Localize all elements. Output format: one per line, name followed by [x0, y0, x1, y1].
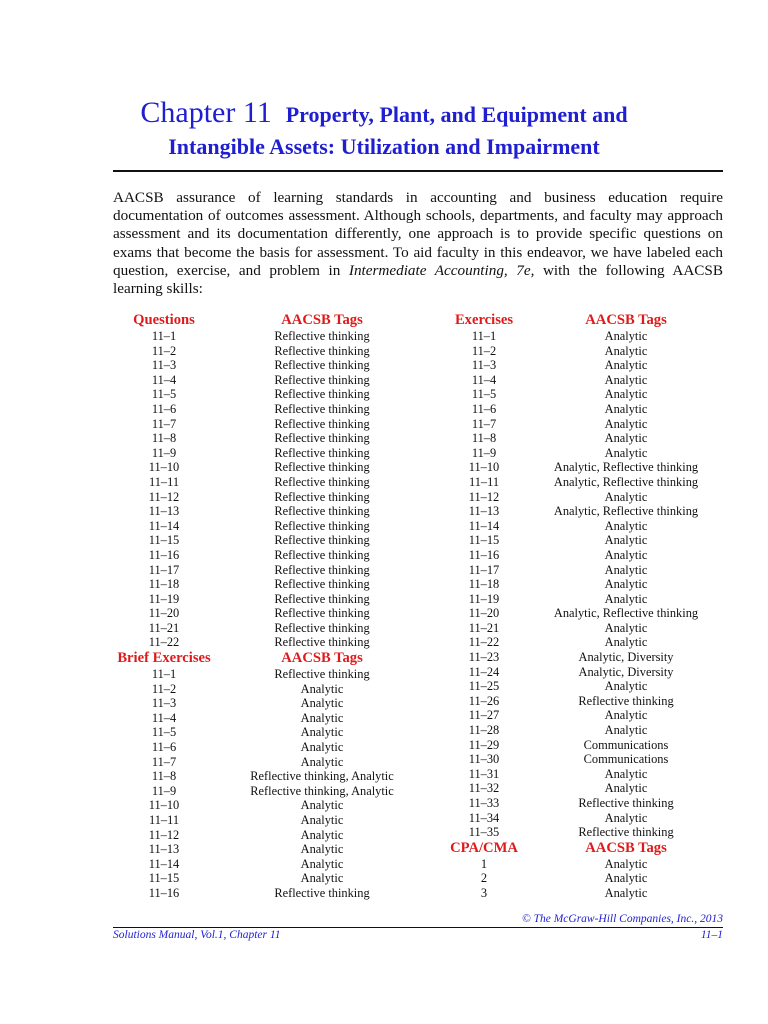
- list-item: Reflective thinking: [274, 635, 370, 650]
- list-item: 11–2: [471, 343, 497, 358]
- questions-tags-list: [232, 329, 412, 650]
- list-item: Analytic: [300, 754, 344, 769]
- list-item: 11–1: [471, 329, 497, 343]
- list-item: Analytic: [604, 329, 648, 343]
- list-item: Analytic: [604, 387, 648, 402]
- list-item: Communications: [583, 737, 669, 752]
- list-item: 11–11: [468, 474, 500, 489]
- cpa-cma-list: [434, 857, 534, 901]
- list-item: 11–3: [151, 696, 177, 711]
- list-item: Analytic: [300, 871, 344, 886]
- list-item: Analytic: [604, 810, 648, 825]
- list-item: Analytic: [300, 827, 344, 842]
- list-item: 11–30: [468, 752, 500, 767]
- list-item: 11–4: [471, 372, 497, 387]
- intro-book-title: Intermediate Accounting, 7e,: [348, 261, 535, 279]
- list-item: 11–19: [148, 591, 180, 606]
- chapter-title-line2: Intangible Assets: Utilization and Impairment: [168, 134, 600, 159]
- list-item: Analytic: [604, 577, 648, 592]
- list-item: Reflective thinking: [274, 620, 370, 635]
- questions-tags-column: [232, 312, 412, 901]
- list-item: Reflective thinking: [274, 401, 370, 416]
- exercises-tags-header: AACSB Tags: [585, 312, 667, 328]
- list-item: 11–20: [148, 606, 180, 621]
- list-item: Analytic: [604, 591, 648, 606]
- list-item: 11–23: [468, 650, 500, 665]
- list-item: 11–13: [148, 504, 180, 519]
- list-item: Reflective thinking: [274, 533, 370, 548]
- list-item: 11–14: [148, 518, 180, 533]
- list-item: 11–35: [468, 825, 500, 840]
- exercises-header: Exercises: [454, 312, 514, 328]
- list-item: Analytic: [604, 856, 648, 871]
- list-item: Reflective thinking: [578, 796, 674, 810]
- questions-header: Questions: [133, 312, 195, 328]
- list-item: 11–9: [471, 445, 497, 460]
- list-item: Reflective thinking: [274, 474, 370, 489]
- list-item: 11–28: [468, 723, 500, 738]
- list-item: Analytic: [300, 813, 344, 827]
- list-item: Reflective thinking: [274, 489, 370, 504]
- list-item: 11–16: [468, 547, 500, 562]
- list-item: Analytic: [300, 681, 344, 696]
- list-item: Reflective thinking, Analytic: [250, 783, 394, 798]
- list-item: Analytic, Reflective thinking: [553, 606, 699, 621]
- list-item: Analytic: [604, 401, 648, 416]
- list-item: 11–11: [148, 474, 180, 489]
- list-item: Analytic: [300, 856, 344, 871]
- list-item: Analytic: [300, 740, 344, 755]
- list-item: Reflective thinking: [274, 518, 370, 533]
- list-item: 11–10: [148, 460, 180, 475]
- list-item: Analytic, Reflective thinking: [553, 504, 699, 519]
- list-item: Reflective thinking: [274, 547, 370, 562]
- list-item: Reflective thinking: [274, 562, 370, 577]
- list-item: 1: [480, 856, 488, 871]
- exercises-column: [434, 312, 534, 901]
- list-item: Reflective thinking: [578, 693, 674, 708]
- list-item: 11–34: [468, 810, 500, 825]
- list-item: 11–6: [471, 401, 497, 416]
- list-item: 11–11: [148, 813, 180, 827]
- list-item: 11–16: [148, 885, 180, 900]
- footer-divider: [113, 927, 723, 928]
- list-item: Analytic: [300, 842, 344, 857]
- list-item: 11–21: [148, 620, 180, 635]
- list-item: Analytic: [604, 708, 648, 723]
- list-item: 11–7: [151, 416, 177, 431]
- list-item: 11–8: [151, 431, 177, 446]
- list-item: 11–8: [471, 431, 497, 446]
- intro-text-after: with the following AACSB learning skills:: [113, 261, 724, 298]
- list-item: Reflective thinking: [274, 358, 370, 373]
- title-divider: [113, 170, 723, 172]
- list-item: 11–33: [468, 796, 500, 810]
- list-item: 11–3: [471, 358, 497, 373]
- list-item: Reflective thinking: [274, 329, 370, 343]
- list-item: 11–12: [148, 827, 180, 842]
- list-item: 11–4: [151, 372, 177, 387]
- list-item: Reflective thinking: [274, 431, 370, 446]
- list-item: Reflective thinking: [274, 343, 370, 358]
- list-item: Reflective thinking: [274, 504, 370, 519]
- list-item: 11–6: [151, 740, 177, 755]
- list-item: 11–27: [468, 708, 500, 723]
- list-item: 11–32: [468, 781, 500, 796]
- page-number: 11–1: [700, 929, 723, 941]
- list-item: Reflective thinking: [578, 825, 674, 840]
- list-item: 11–10: [148, 798, 180, 813]
- list-item: 11–5: [151, 725, 177, 740]
- list-item: 11–5: [471, 387, 497, 402]
- list-item: 11–15: [148, 871, 180, 886]
- questions-tags-header: AACSB Tags: [281, 312, 363, 328]
- list-item: 11–20: [468, 606, 500, 621]
- list-item: 11–17: [148, 562, 180, 577]
- list-item: 11–7: [151, 754, 177, 769]
- list-item: Analytic: [604, 445, 648, 460]
- list-item: 2: [480, 871, 488, 886]
- list-item: Reflective thinking: [274, 416, 370, 431]
- list-item: 11–31: [468, 766, 500, 781]
- chapter-number: Chapter 11: [140, 96, 272, 129]
- exercises-list: [434, 329, 534, 840]
- cpa-cma-tags-list: [537, 857, 715, 901]
- list-item: Analytic, Reflective thinking: [553, 474, 699, 489]
- list-item: Reflective thinking: [274, 577, 370, 592]
- list-item: 11–14: [468, 518, 500, 533]
- list-item: Analytic: [604, 766, 648, 781]
- list-item: 11–5: [151, 387, 177, 402]
- list-item: Analytic: [604, 547, 648, 562]
- intro-paragraph: [113, 189, 723, 298]
- brief-exercises-tags-header: AACSB Tags: [281, 650, 363, 667]
- list-item: 11–24: [468, 664, 500, 679]
- list-item: 11–1: [151, 667, 177, 682]
- cpa-cma-header: CPA/CMA: [450, 839, 518, 856]
- exercises-tags-list: [537, 329, 715, 840]
- brief-exercises-header: Brief Exercises: [117, 650, 211, 667]
- list-item: Analytic: [604, 372, 648, 387]
- exercises-tags-column: [537, 312, 715, 901]
- list-item: 11–4: [151, 710, 177, 725]
- list-item: Analytic: [604, 871, 648, 886]
- list-item: 11–13: [468, 504, 500, 519]
- list-item: 11–8: [151, 769, 177, 784]
- list-item: 11–14: [148, 856, 180, 871]
- list-item: 3: [480, 885, 488, 900]
- list-item: 11–2: [151, 681, 177, 696]
- intro-text-before: AACSB assurance of learning standards in accounting and business education require documentation of outcomes assessment. Although schools, departments, and faculty may approach assessment and its documentation differently, one approach is to provide specific questions on exams that become the basis for assessment. To aid faculty in this endeavor, we have labeled each question, exercise, and problem in: [113, 189, 723, 279]
- list-item: 11–25: [468, 679, 500, 694]
- list-item: 11–6: [151, 401, 177, 416]
- list-item: 11–17: [468, 562, 500, 577]
- list-item: Reflective thinking: [274, 445, 370, 460]
- list-item: Analytic, Diversity: [578, 650, 674, 665]
- list-item: Analytic: [604, 620, 648, 635]
- list-item: Analytic: [604, 533, 648, 548]
- list-item: 11–7: [471, 416, 497, 431]
- list-item: Analytic: [604, 431, 648, 446]
- list-item: 11–22: [468, 635, 500, 650]
- list-item: Analytic: [604, 562, 648, 577]
- list-item: Analytic: [604, 489, 648, 504]
- list-item: Reflective thinking: [274, 667, 370, 682]
- list-item: Analytic: [604, 416, 648, 431]
- list-item: 11–15: [468, 533, 500, 548]
- list-item: Reflective thinking: [274, 606, 370, 621]
- list-item: Analytic: [604, 723, 648, 738]
- list-item: Analytic: [300, 725, 344, 740]
- list-item: Analytic: [300, 710, 344, 725]
- list-item: Analytic, Reflective thinking: [553, 460, 699, 475]
- list-item: 11–2: [151, 343, 177, 358]
- copyright-notice: © The McGraw-Hill Companies, Inc., 2013: [521, 913, 723, 925]
- list-item: Analytic: [300, 798, 344, 813]
- questions-column: [113, 312, 215, 901]
- list-item: Analytic: [604, 635, 648, 650]
- list-item: Analytic: [604, 358, 648, 373]
- list-item: 11–3: [151, 358, 177, 373]
- brief-exercises-tags-list: [232, 667, 412, 901]
- list-item: Analytic, Diversity: [578, 664, 674, 679]
- list-item: 11–12: [468, 489, 500, 504]
- footer-source: Solutions Manual, Vol.1, Chapter 11: [113, 929, 281, 941]
- list-item: Analytic: [604, 343, 648, 358]
- list-item: 11–18: [468, 577, 500, 592]
- list-item: 11–29: [468, 737, 500, 752]
- list-item: 11–9: [151, 445, 177, 460]
- list-item: 11–22: [148, 635, 180, 650]
- list-item: Reflective thinking: [274, 372, 370, 387]
- list-item: 11–18: [148, 577, 180, 592]
- cpa-cma-tags-header: AACSB Tags: [585, 839, 667, 856]
- list-item: 11–12: [148, 489, 180, 504]
- list-item: Analytic: [300, 696, 344, 711]
- list-item: 11–16: [148, 547, 180, 562]
- list-item: 11–21: [468, 620, 500, 635]
- questions-list: [113, 329, 215, 650]
- list-item: Analytic: [604, 679, 648, 694]
- list-item: Reflective thinking: [274, 591, 370, 606]
- list-item: Analytic: [604, 781, 648, 796]
- list-item: 11–13: [148, 842, 180, 857]
- list-item: 11–9: [151, 783, 177, 798]
- list-item: Reflective thinking, Analytic: [250, 769, 394, 784]
- list-item: Analytic: [604, 885, 648, 900]
- list-item: 11–26: [468, 693, 500, 708]
- list-item: Analytic: [604, 518, 648, 533]
- list-item: Reflective thinking: [274, 460, 370, 475]
- list-item: Reflective thinking: [274, 885, 370, 900]
- list-item: 11–15: [148, 533, 180, 548]
- list-item: Communications: [583, 752, 669, 767]
- chapter-title-line1: Property, Plant, and Equipment and: [285, 102, 628, 127]
- list-item: 11–19: [468, 591, 500, 606]
- list-item: 11–1: [151, 329, 177, 343]
- list-item: Reflective thinking: [274, 387, 370, 402]
- chapter-title: [0, 94, 768, 162]
- list-item: 11–10: [468, 460, 500, 475]
- brief-exercises-list: [113, 667, 215, 901]
